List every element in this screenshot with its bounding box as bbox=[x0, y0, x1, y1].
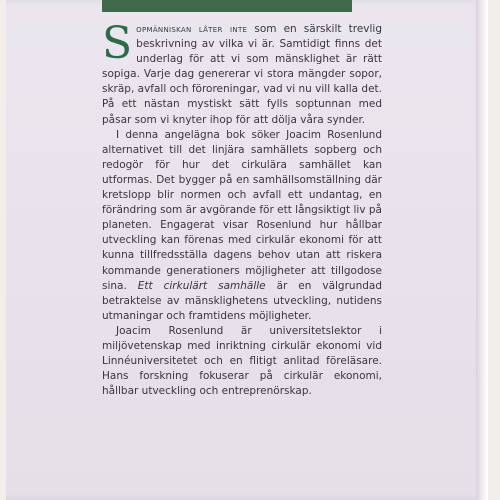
blurb-paragraph-2 bbox=[102, 128, 382, 324]
book-title-italic: Ett cirkulärt samhälle bbox=[137, 279, 266, 292]
lead-smallcaps: opmänniskan låter inte bbox=[136, 23, 248, 35]
drop-cap: S bbox=[102, 18, 133, 69]
blurb-paragraph-2-b: är en välgrundad betraktelse av mänsklighetens utveckling, nutidens utmaningar och framtidens möjligheter. bbox=[102, 279, 382, 322]
blurb-paragraph-1-rest: som en särskilt trevlig beskrivning av vilka vi är. Samtidigt finns det underlag för att vi som mänsklighet är rätt sopiga. Varje dag genererar vi stora mängder sopor, skräp, avfall och föroreningar, vad vi nu vill kalla det. På ett nästan mystiskt sätt fylls soptunnan med påsar som vi knyter ihop för att dölja våra synder. bbox=[102, 23, 382, 126]
blurb-paragraph-2-a: I denna angelägna bok söker Joacim Rosenlund alternativet till det linjära samhällets sopberg och redogör för hur det cirkulära samhället kan utformas. Det bygger på en samhällsomställning där kretslopp blir normen och avfall ett undantag, en förändring som är avgörande för ett långsiktigt liv på planeten. Engagerat visar Rosenlund hur hållbar utveckling kan förenas med cirkulär ekonomi för att kunna tillfredsställa dagens behov utan att riskera kommande generationers möjligheter att tillgodose sina. bbox=[102, 128, 382, 292]
page-edge bbox=[476, 0, 488, 500]
blurb-paragraph-1 bbox=[102, 18, 382, 128]
green-header-band bbox=[102, 0, 352, 12]
book-back-cover bbox=[6, 0, 488, 500]
author-bio: Joacim Rosenlund är universitetslektor i miljövetenskap med inriktning cirkulär ekonomi vid Linnéuniversitetet och en flitigt anlitad föreläsare. Hans forskning fokuserar på cirkulär ekonomi, hållbar utveckling och entreprenörskap. bbox=[102, 324, 382, 398]
blurb-text bbox=[102, 18, 382, 399]
